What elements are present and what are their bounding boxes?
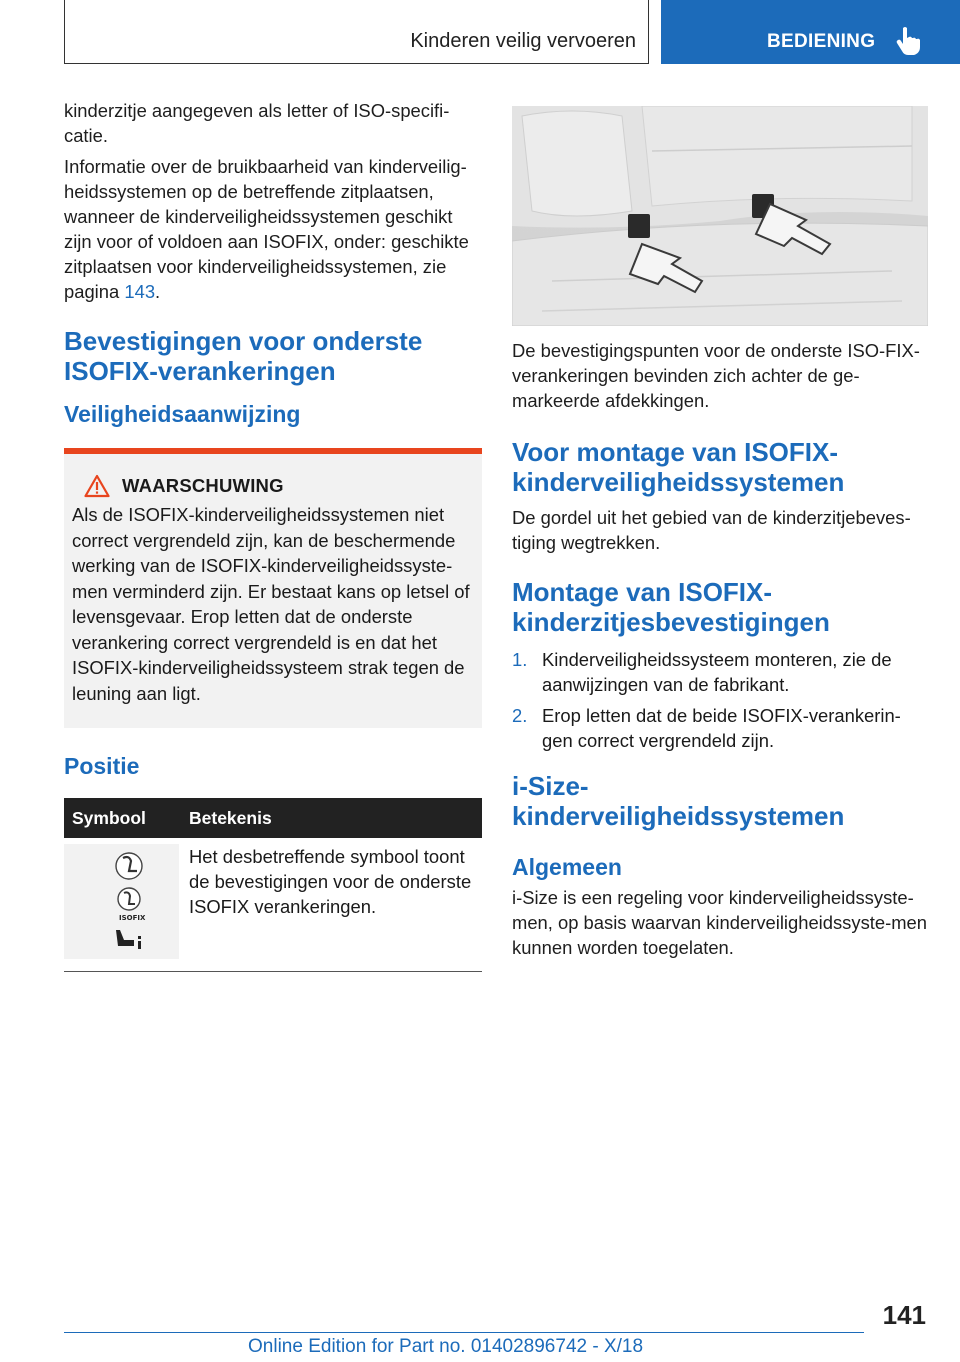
page-link-143[interactable]: 143 (124, 281, 156, 302)
child-seat-icon (64, 844, 179, 959)
step-text: Erop letten dat de beide ISOFIX-verankerin-gen correct vergrendeld zijn. (542, 705, 901, 751)
heading-isize: i-Size-kinderveiligheidssystemen (512, 771, 845, 831)
right-column (512, 106, 928, 966)
heading-position: Positie (64, 753, 140, 779)
heading-before-mount: Voor montage van ISOFIX-kinderveiligheidssystemen (512, 437, 845, 497)
symbol-table (64, 798, 482, 969)
paragraph-before-mount: De gordel uit het gebied van de kinderzitjebeves-tiging wegtrekken. (512, 507, 911, 553)
left-column (64, 98, 482, 972)
symbol-cell (64, 838, 179, 969)
paragraph-end: . (155, 281, 161, 302)
header-section-box (64, 0, 649, 64)
paragraph-usability (64, 154, 482, 304)
warning-text: Als de ISOFIX-kinderveiligheidssystemen niet correct vergrendeld zijn, kan de beschermende werking van de ISOFIX-kinderveiligheidssyste-men verminderd zijn. Er bestaat kans op letsel of levensgevaar. Erop letten dat de onderste verankering correct vergrendeld is en dat het ISOFIX-kinderveiligheidssysteem strak tegen de leuning aan ligt. (72, 504, 470, 704)
footer-edition: Online Edition for Part no. 01402896742 - X/18 (248, 1336, 644, 1357)
page-number: 141 (882, 1300, 926, 1330)
step-number: 2. (512, 705, 528, 726)
list-item (512, 703, 928, 753)
mount-steps (512, 647, 928, 753)
chapter-tab[interactable] (661, 0, 960, 64)
step-text: Kinderveiligheidssysteem monteren, zie de aanwijzingen van de fabrikant. (542, 649, 892, 695)
step-number: 1. (512, 649, 528, 670)
paragraph-general: i-Size is een regeling voor kinderveiligheidssyste-men, op basis waarvan kinderveiligheidssyste-men kunnen worden toegelaten. (512, 887, 928, 958)
heading-general: Algemeen (512, 854, 622, 880)
table-bottom-rule (64, 971, 482, 972)
footer-rule (64, 1332, 864, 1333)
hand-pointer-icon (895, 26, 921, 56)
warning-header (72, 474, 474, 498)
rear-seat-isofix-photo (512, 106, 928, 326)
table-header-row (64, 798, 482, 838)
warning-title: WAARSCHUWING (122, 475, 284, 496)
heading-safety: Veiligheidsaanwijzing (64, 401, 301, 427)
heading-lower-isofix: Bevestigingen voor onderste ISOFIX-verankeringen (64, 326, 423, 386)
paragraph-usability-text: Informatie over de bruikbaarheid van kinderveilig-heidssystemen op de betreffende zitplaatsen, wanneer de kinderveiligheidssystemen geschikt zijn voor of voldoen aan ISOFIX, onder: geschikte zitplaatsen voor kinderveiligheidssystemen, zie pagina (64, 156, 469, 302)
section-title: Kinderen veilig vervoeren (410, 30, 636, 52)
isofix-label: ISOFIX (119, 914, 146, 922)
table-header-meaning: Betekenis (179, 798, 482, 838)
warning-box (64, 448, 482, 728)
chapter-title: BEDIENING (767, 31, 876, 52)
heading-mount: Montage van ISOFIX-kinderzitjesbevestigingen (512, 577, 830, 637)
meaning-cell: Het desbetreffende symbool toont de bevestigingen voor de onderste ISOFIX verankeringen. (189, 846, 472, 917)
isofix-symbol (64, 844, 179, 959)
table-row (64, 838, 482, 969)
paragraph-iso-spec: kinderzitje aangegeven als letter of ISO-specifi-catie. (64, 100, 450, 146)
photo-caption: De bevestigingspunten voor de onderste ISO-FIX-verankeringen bevinden zich achter de ge-markeerde afdekkingen. (512, 340, 920, 411)
list-item (512, 647, 928, 697)
table-header-symbol: Symbool (64, 798, 179, 838)
warning-triangle-icon (84, 474, 110, 498)
